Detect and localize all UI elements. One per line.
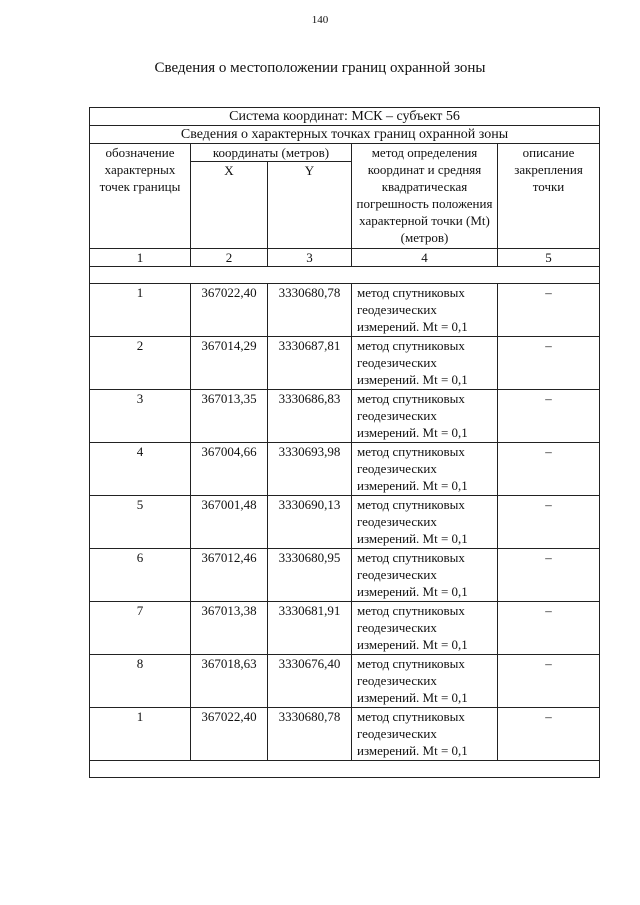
point-designation-cell: 3 [90, 390, 191, 443]
x-coordinate-cell: 367013,38 [191, 602, 268, 655]
y-coordinate-cell: 3330686,83 [268, 390, 352, 443]
column-number: 5 [498, 249, 600, 267]
section-header: Сведения о характерных точках границ охранной зоны [90, 126, 600, 144]
description-cell: – [498, 549, 600, 602]
x-coordinate-cell: 367004,66 [191, 443, 268, 496]
point-designation-cell: 1 [90, 284, 191, 337]
header-method: метод определения координат и средняя квадратическая погрешность положения характерной точки (Mt) (метров) [352, 144, 498, 249]
column-number-row [90, 249, 600, 267]
header-coordinates: координаты (метров) [191, 144, 352, 162]
method-cell: метод спутниковых геодезических измерений. Mt = 0,1 [352, 337, 498, 390]
method-cell: метод спутниковых геодезических измерений. Mt = 0,1 [352, 602, 498, 655]
x-coordinate-cell: 367018,63 [191, 655, 268, 708]
table-row [90, 390, 600, 443]
method-cell: метод спутниковых геодезических измерений. Mt = 0,1 [352, 496, 498, 549]
page-number: 140 [311, 14, 329, 26]
point-designation-cell: 5 [90, 496, 191, 549]
x-coordinate-cell: 367013,35 [191, 390, 268, 443]
header-y: Y [268, 162, 352, 249]
description-cell: – [498, 602, 600, 655]
section-header-row [90, 126, 600, 144]
y-coordinate-cell: 3330676,40 [268, 655, 352, 708]
spacer-cell [90, 267, 600, 284]
x-coordinate-cell: 367014,29 [191, 337, 268, 390]
point-designation-cell: 7 [90, 602, 191, 655]
column-number: 4 [352, 249, 498, 267]
method-cell: метод спутниковых геодезических измерений. Mt = 0,1 [352, 655, 498, 708]
y-coordinate-cell: 3330680,95 [268, 549, 352, 602]
description-cell: – [498, 655, 600, 708]
description-cell: – [498, 443, 600, 496]
column-number: 1 [90, 249, 191, 267]
table-row [90, 708, 600, 761]
point-designation-cell: 8 [90, 655, 191, 708]
table-row [90, 496, 600, 549]
table-row [90, 655, 600, 708]
table-row [90, 443, 600, 496]
method-cell: метод спутниковых геодезических измерений. Mt = 0,1 [352, 443, 498, 496]
table-row [90, 284, 600, 337]
description-cell: – [498, 284, 600, 337]
table-row [90, 549, 600, 602]
spacer-row [90, 267, 600, 284]
description-cell: – [498, 496, 600, 549]
data-rows [90, 284, 600, 761]
point-designation-cell: 2 [90, 337, 191, 390]
point-designation-cell: 6 [90, 549, 191, 602]
x-coordinate-cell: 367022,40 [191, 708, 268, 761]
column-header-row [90, 144, 600, 162]
y-coordinate-cell: 3330693,98 [268, 443, 352, 496]
table-row [90, 602, 600, 655]
y-coordinate-cell: 3330681,91 [268, 602, 352, 655]
method-cell: метод спутниковых геодезических измерений. Mt = 0,1 [352, 549, 498, 602]
footer-row [90, 761, 600, 778]
header-x: X [191, 162, 268, 249]
y-coordinate-cell: 3330680,78 [268, 708, 352, 761]
x-coordinate-cell: 367001,48 [191, 496, 268, 549]
point-designation-cell: 4 [90, 443, 191, 496]
y-coordinate-cell: 3330690,13 [268, 496, 352, 549]
column-number: 2 [191, 249, 268, 267]
coordinates-table [89, 107, 600, 778]
y-coordinate-cell: 3330687,81 [268, 337, 352, 390]
description-cell: – [498, 390, 600, 443]
method-cell: метод спутниковых геодезических измерений. Mt = 0,1 [352, 390, 498, 443]
header-point-designation: обозначение характерных точек границы [90, 144, 191, 249]
coordinate-system-header: Система координат: МСК – субъект 56 [90, 108, 600, 126]
description-cell: – [498, 337, 600, 390]
x-coordinate-cell: 367022,40 [191, 284, 268, 337]
table-row [90, 337, 600, 390]
point-designation-cell: 1 [90, 708, 191, 761]
x-coordinate-cell: 367012,46 [191, 549, 268, 602]
y-coordinate-cell: 3330680,78 [268, 284, 352, 337]
column-number: 3 [268, 249, 352, 267]
description-cell: – [498, 708, 600, 761]
footer-cell [90, 761, 600, 778]
header-description: описание закрепления точки [498, 144, 600, 249]
method-cell: метод спутниковых геодезических измерений. Mt = 0,1 [352, 708, 498, 761]
system-header-row [90, 108, 600, 126]
document-title: Сведения о местоположении границ охранной зоны [154, 60, 486, 76]
method-cell: метод спутниковых геодезических измерений. Mt = 0,1 [352, 284, 498, 337]
